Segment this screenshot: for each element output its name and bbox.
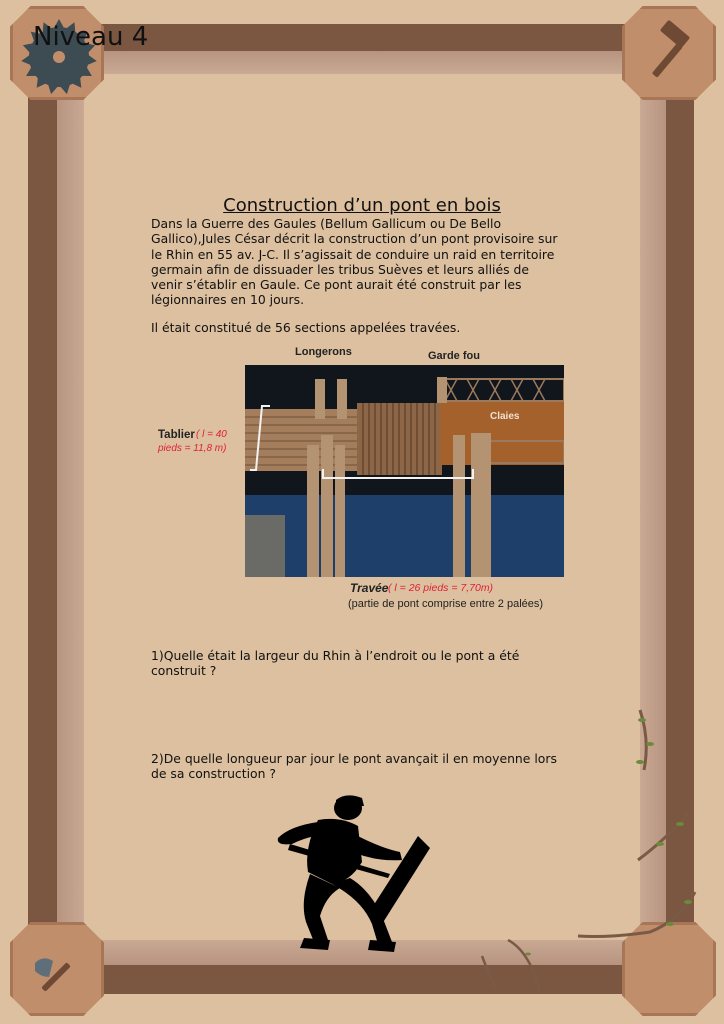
bridge-photo — [245, 365, 564, 577]
level-label: Niveau 4 — [33, 22, 149, 52]
question-1: 1)Quelle était la largeur du Rhin à l’endroit ou le pont a été construit ? — [151, 648, 520, 679]
label-claies: Claies — [490, 411, 520, 422]
corner-top-left — [10, 6, 104, 100]
corner-top-right — [622, 6, 716, 100]
corner-bottom-left — [10, 922, 104, 1016]
vine-decoration — [570, 700, 724, 980]
frame-left-beam — [28, 60, 84, 940]
page-title: Construction d’un pont en bois — [223, 195, 501, 216]
hammer-icon — [625, 9, 713, 97]
label-garde-fou: Garde fou — [428, 350, 480, 362]
label-tablier: Tablier — [158, 429, 195, 441]
frame-top-beam — [70, 24, 655, 74]
axe-icon — [13, 925, 101, 1013]
carpenter-silhouette — [270, 792, 440, 954]
travee-caption: (partie de pont comprise entre 2 palées) — [348, 598, 544, 610]
travee-dimensions: ( l = 26 pieds = 7,70m) — [388, 582, 494, 594]
intro-paragraph: Dans la Guerre des Gaules (Bellum Gallicum ou De Bello Gallico),Jules César décrit la construction d’un pont provisoire sur le Rhin en 55 av. J-C. Il s’agissait de conduire un raid en territoire germain afin de dissuader les tribus Suèves et leurs alliés de venir s’établir en Gaule. Ce pont aurait été construit par les légionnaires en 10 jours. — [151, 216, 558, 308]
label-longerons: Longerons — [295, 346, 352, 358]
tablier-bracket — [250, 404, 272, 472]
label-travee: Travée — [350, 581, 389, 595]
vine-decoration-bottom — [470, 932, 550, 1002]
sections-paragraph: Il était constitué de 56 sections appelées travées. — [151, 320, 461, 335]
tablier-dimensions-2: pieds = 11,8 m) — [158, 443, 227, 454]
question-2: 2)De quelle longueur par jour le pont avançait il en moyenne lors de sa construction ? — [151, 751, 557, 782]
tablier-dimensions-1: ( l = 40 — [196, 429, 227, 440]
